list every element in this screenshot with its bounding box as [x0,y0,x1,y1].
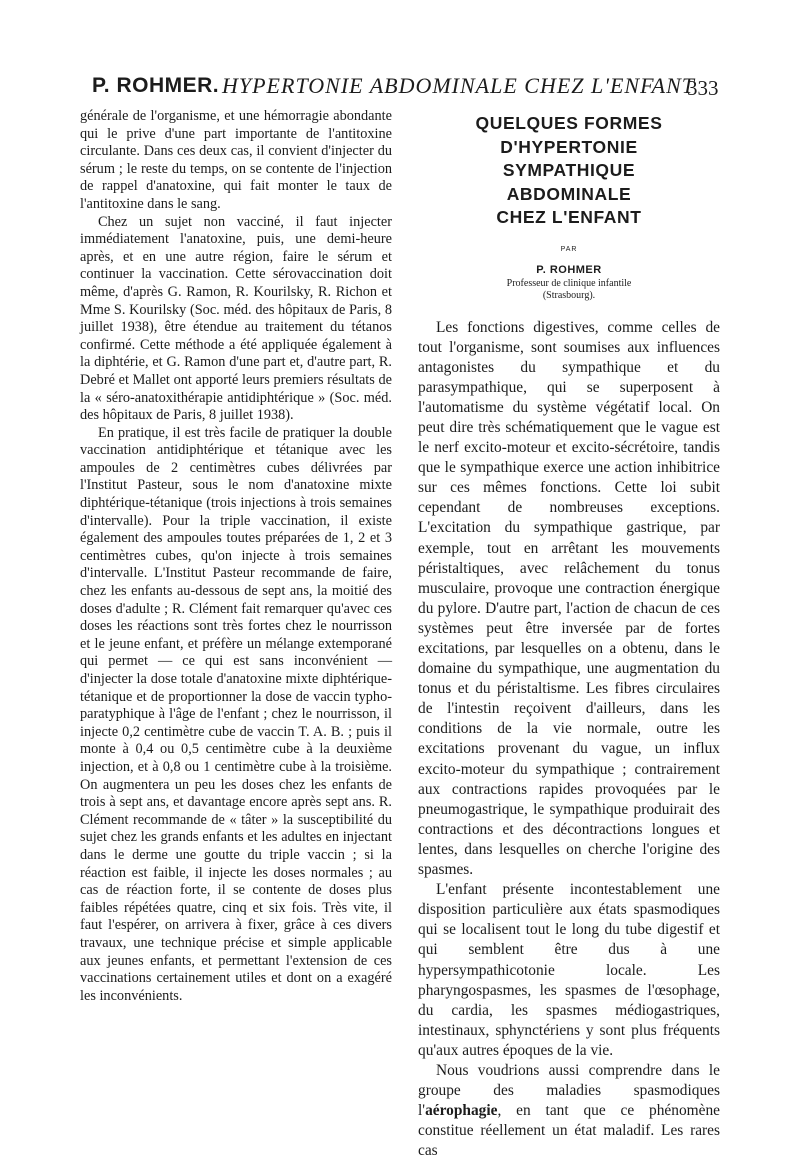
paragraph-text: , en tant que ce phénomène constitue réellement un état maladif. Les rares cas [418,1102,720,1159]
page-number: 333 [687,76,719,101]
article-body [418,318,720,1161]
running-header [92,72,722,102]
article-author: P. ROHMER [418,264,720,276]
left-paragraph: En pratique, il est très facile de pratiquer la double vaccination antidiphtérique et tétanique avec les ampoules de 2 centimètres cubes délivrées par l'Institut Pasteur, sous le nom d'anatoxine mixte diphtérique-tétanique (trois injections à trois semaines d'intervalle). Pour la triple vaccination, il existe également des ampoules toutes préparées de 1, 2 et 3 centimètres cubes, qu'on injecte à trois semaines d'intervalle. L'Institut Pasteur recommande de faire, chez les enfants au-dessous de sept ans, la moitié des doses d'adulte ; R. Clément fait remarquer qu'avec ces doses les réactions sont très fortes chez le nourrisson et le jeune enfant, et préfère un mélange extemporané qui permet — ce qui est sans inconvénient — d'injecter la dose totale d'anatoxine mixte diphtérique-tétanique et de proportionner la dose de vaccin typho-paratyphique à l'âge de l'enfant ; chez le nourrisson, il injecte 0,2 centimètre cube de vaccin T. A. B. ; puis il monte à 0,4 ou 0,5 centimètre cube à la deuxième injection, et à 0,8 ou 1 centimètre cube à la troisième. On augmentera un peu les doses chez les enfants de trois à sept ans, et davantage encore après sept ans. R. Clément recommande de « tâter » la susceptibilité du sujet chez les grands enfants et les adultes en injectant dans le derme une goutte du triple vaccin ; si la réaction est faible, il injecte les doses normales ; au cas de réaction forte, il se contente de doses plus faibles répétées quatre, cinq et six fois. Très vite, il faut l'espérer, on arrivera à fixer, grâce à ces divers travaux, une technique précise et simple applicable aux jeunes enfants, et permettant l'extension de ces vaccinations certainement utiles et dont on a exagéré les inconvénients. [80,425,392,1006]
emphasized-term: aérophagie [425,1102,497,1119]
byline-par: PAR [418,246,720,253]
left-column [80,108,392,1005]
left-paragraph: générale de l'organisme, et une hémorragie abondante qui le prive d'une part importante de l'antitoxine circulante. Dans ces deux cas, il convient d'injecter du sérum ; le reste du temps, on se contente de l'injection de rappel d'anatoxine, qui fait monter le taux de l'antitoxine dans le sang. [80,108,392,214]
article-title-line: D'HYPERTONIE [418,136,720,160]
article-title-line: CHEZ L'ENFANT [418,206,720,230]
article-paragraph: L'enfant présente incontestablement une disposition particulière aux états spasmodiques qui se localisent tout le long du tube digestif et qui semblent être dus à une hypersympathicotonie locale. Les pharyngospasmes, les spasmes de l'œsophage, du cardia, les spasmes médiogastriques, intestinaux, sphynctériens y sont plus fréquents qu'aux autres époques de la vie. [418,880,720,1061]
article-paragraph: Les fonctions digestives, comme celles de tout l'organisme, sont soumises aux influences antagonistes du sympathique et du parasympathique, qui se superposent à l'automatisme du système végétatif local. On peut dire très schématiquement que le vague est le nerf excito-moteur et excito-sécrétoire, tandis que le sympathique exerce une action inhibitrice sur ces mêmes fonctions. Cette loi subit cependant de nombreuses exceptions. L'excitation du sympathique gastrique, par exemple, tout en arrêtant les mouvements péristaltiques, avec relâchement du tonus musculaire, provoque une contraction énergique du pylore. D'autre part, l'action de chacun de ces systèmes peut être inversée par de fortes excitations, par lesquelles on a obtenu, dans le domaine du sympathique, une augmentation du tonus et du péristaltisme. Les fibres circulaires de l'intestin reçoivent d'ailleurs, dans les conditions de la vie normale, outre les excitations provenant du vague, un influx excito-moteur du sympathique ; contrairement aux contractions rapides provoquées par le pneumogastrique, le sympathique produirait des contractions et des décontractions longues et lentes, dans lesquelles on cherche l'origine des spasmes. [418,318,720,881]
affiliation-line: Professeur de clinique infantile [418,278,720,290]
paragraph-text: Nous voudrions aussi comprendre dans le groupe des maladies spasmodiques l' [418,1062,720,1119]
left-paragraph: Chez un sujet non vacciné, il faut injecter immédiatement l'anatoxine, puis, une demi-heure après, et en une autre région, faire le sérum et continuer la vaccination. Cette sérovaccination doit même, d'après G. Ramon, R. Kourilsky, R. Richon et Mme S. Kourilsky (Soc. méd. des hôpitaux de Paris, 8 juillet 1938), être étendue au traitement du tétanos confirmé. Cette méthode a été appliquée également à la diphtérie, et G. Ramon d'une part et, d'autre part, R. Debré et Mallet ont apporté leurs premiers résultats de la « séro-anatoxithérapie antidiphtérique » (Soc. méd. des hôpitaux de Paris, 8 juillet 1938). [80,214,392,425]
article-title-line: QUELQUES FORMES [418,112,720,136]
affiliation-line: (Strasbourg). [418,290,720,302]
article-title-line: ABDOMINALE [418,183,720,207]
header-author: P. ROHMER. [92,74,219,98]
article-title-line: SYMPATHIQUE [418,159,720,183]
article-title [418,112,720,230]
header-title: HYPERTONIE ABDOMINALE CHEZ L'ENFANT [222,73,695,99]
right-column [418,108,720,1161]
author-affiliation [418,278,720,302]
